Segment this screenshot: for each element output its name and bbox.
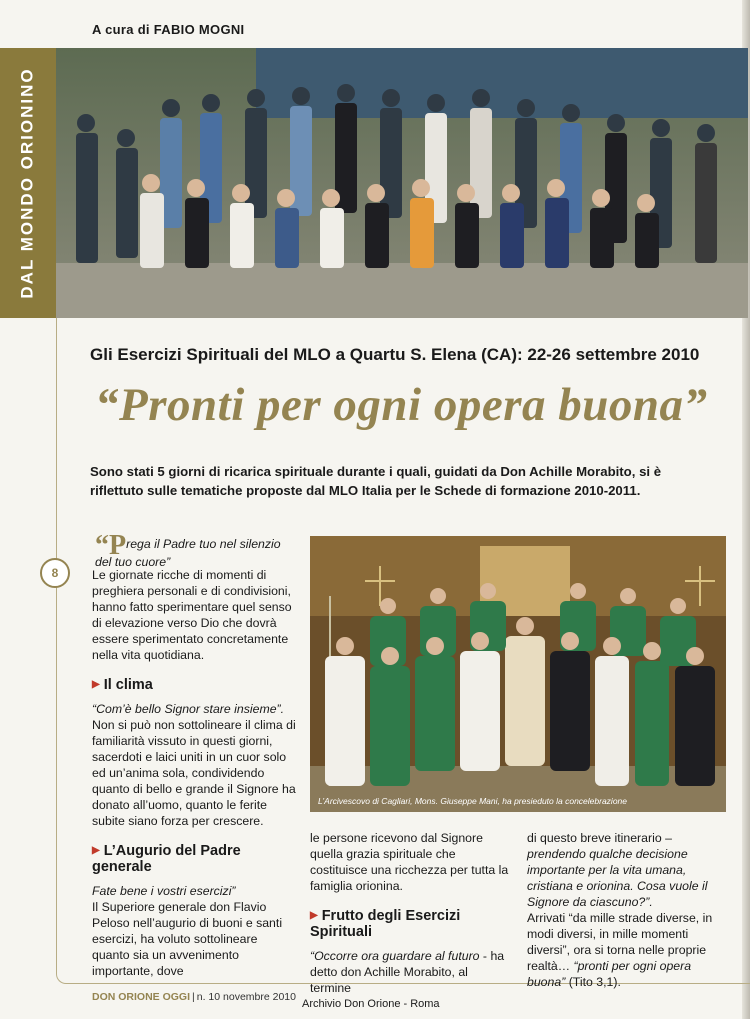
column-3 (527, 830, 727, 990)
column3-paragraph-2 (527, 910, 727, 990)
heading-frutto-text: Frutto degli Esercizi Spirituali (310, 908, 461, 940)
opening-quote (95, 530, 295, 570)
augurio-quote: Fate bene i vostri esercizi” (92, 884, 236, 898)
column3-paragraph (527, 830, 727, 910)
church-photo (310, 536, 726, 812)
column-2 (310, 830, 510, 996)
column3-text2: Arrivati “da mille strade diverse, in modi diversi, in mille momenti diversi”, ora si torna nelle proprie realtà… (527, 911, 713, 973)
quote-text: rega il Padre tuo nel silenzio del tuo cuore” (95, 537, 281, 569)
heading-augurio (92, 843, 298, 875)
article-headline: Gli Esercizi Spirituali del MLO a Quartu S. Elena (CA): 22-26 settembre 2010 (90, 345, 700, 364)
page-number: 8 (40, 558, 70, 588)
footer-separator: | (192, 991, 195, 1003)
quote-mark: “P (95, 530, 127, 561)
column3-text1: di questo breve itinerario – (527, 831, 672, 845)
intro-paragraph: Le giornate ricche di momenti di preghiera personali e di condivisioni, hanno fatto sperimentare quel senso di elevazione verso Dio che dovrà essere sperimentato concretamente nella vita quotidiana. (92, 568, 292, 662)
clima-text: Non si può non sottolineare il clima di familiarità vissuto in questi giorni, sacerdoti e laici uniti in un cuor solo ed un’anima sola, condividendo quanto di bello e grande il Signore ha donato all’uomo, quanto le ferite subite siano forza per crescere. (92, 718, 296, 828)
group-photo-illustration (56, 48, 748, 318)
augurio-text: Il Superiore generale don Flavio Peloso nell’augurio di buoni e santi esercizi, ha voluto sottolineare quanto sia un avvenimento importante, dove (92, 900, 283, 978)
archive-credit: Archivio Don Orione - Roma (302, 998, 440, 1010)
church-photo-illustration (310, 536, 726, 812)
heading-clima (92, 677, 298, 693)
article-lead: Sono stati 5 giorni di ricarica spirituale durante i quali, guidati da Don Achille Morabito, si è riflettuto sulle tematiche proposte dal MLO Italia per le Schede di formazione 2010-2011. (90, 464, 662, 498)
issue-info: n. 10 novembre 2010 (196, 991, 296, 1003)
footer-magazine (92, 991, 296, 1003)
curator-prefix: A cura di (92, 22, 150, 37)
triangle-icon: ▶ (92, 679, 100, 690)
curator-name: FABIO MOGNI (153, 22, 245, 37)
frutto-quote: “Occorre ora guardare al futuro (310, 949, 480, 963)
triangle-icon: ▶ (310, 910, 318, 921)
frutto-text: - ha detto don Achille Morabito, al termine (310, 949, 505, 995)
clima-quote: “Com’è bello Signor stare insieme”. (92, 702, 285, 716)
photo-caption: L’Arcivescovo di Cagliari, Mons. Giuseppe Mani, ha presieduto la concelebrazione (318, 796, 628, 806)
column3-text3: (Tito 3,1). (565, 975, 621, 989)
heading-frutto (310, 908, 510, 940)
group-photo (56, 48, 748, 318)
column3-italic2: “pronti per ogni opera buona” (527, 959, 692, 989)
article-title: “Pronti per ogni opera buona” (95, 379, 708, 431)
frutto-paragraph (310, 948, 510, 996)
curator-line (92, 22, 244, 37)
magazine-name: DON ORIONE OGGI (92, 991, 191, 1003)
column3-italic1: prendendo qualche decisione importante per la vita umana, cristiana e orionina. Cosa vuole il Signore da ciascuno?”. (527, 847, 708, 909)
section-label: DAL MONDO ORIONINO (18, 67, 37, 299)
column2-text: le persone ricevono dal Signore quella grazia spirituale che costituisce una ricchezza per tutta la famiglia orionina. (310, 831, 509, 893)
column-1 (92, 567, 298, 979)
heading-clima-text: Il clima (103, 677, 153, 693)
triangle-icon: ▶ (92, 845, 100, 856)
heading-augurio-text: L’Augurio del Padre generale (92, 843, 241, 875)
section-label-wrap (0, 48, 56, 318)
